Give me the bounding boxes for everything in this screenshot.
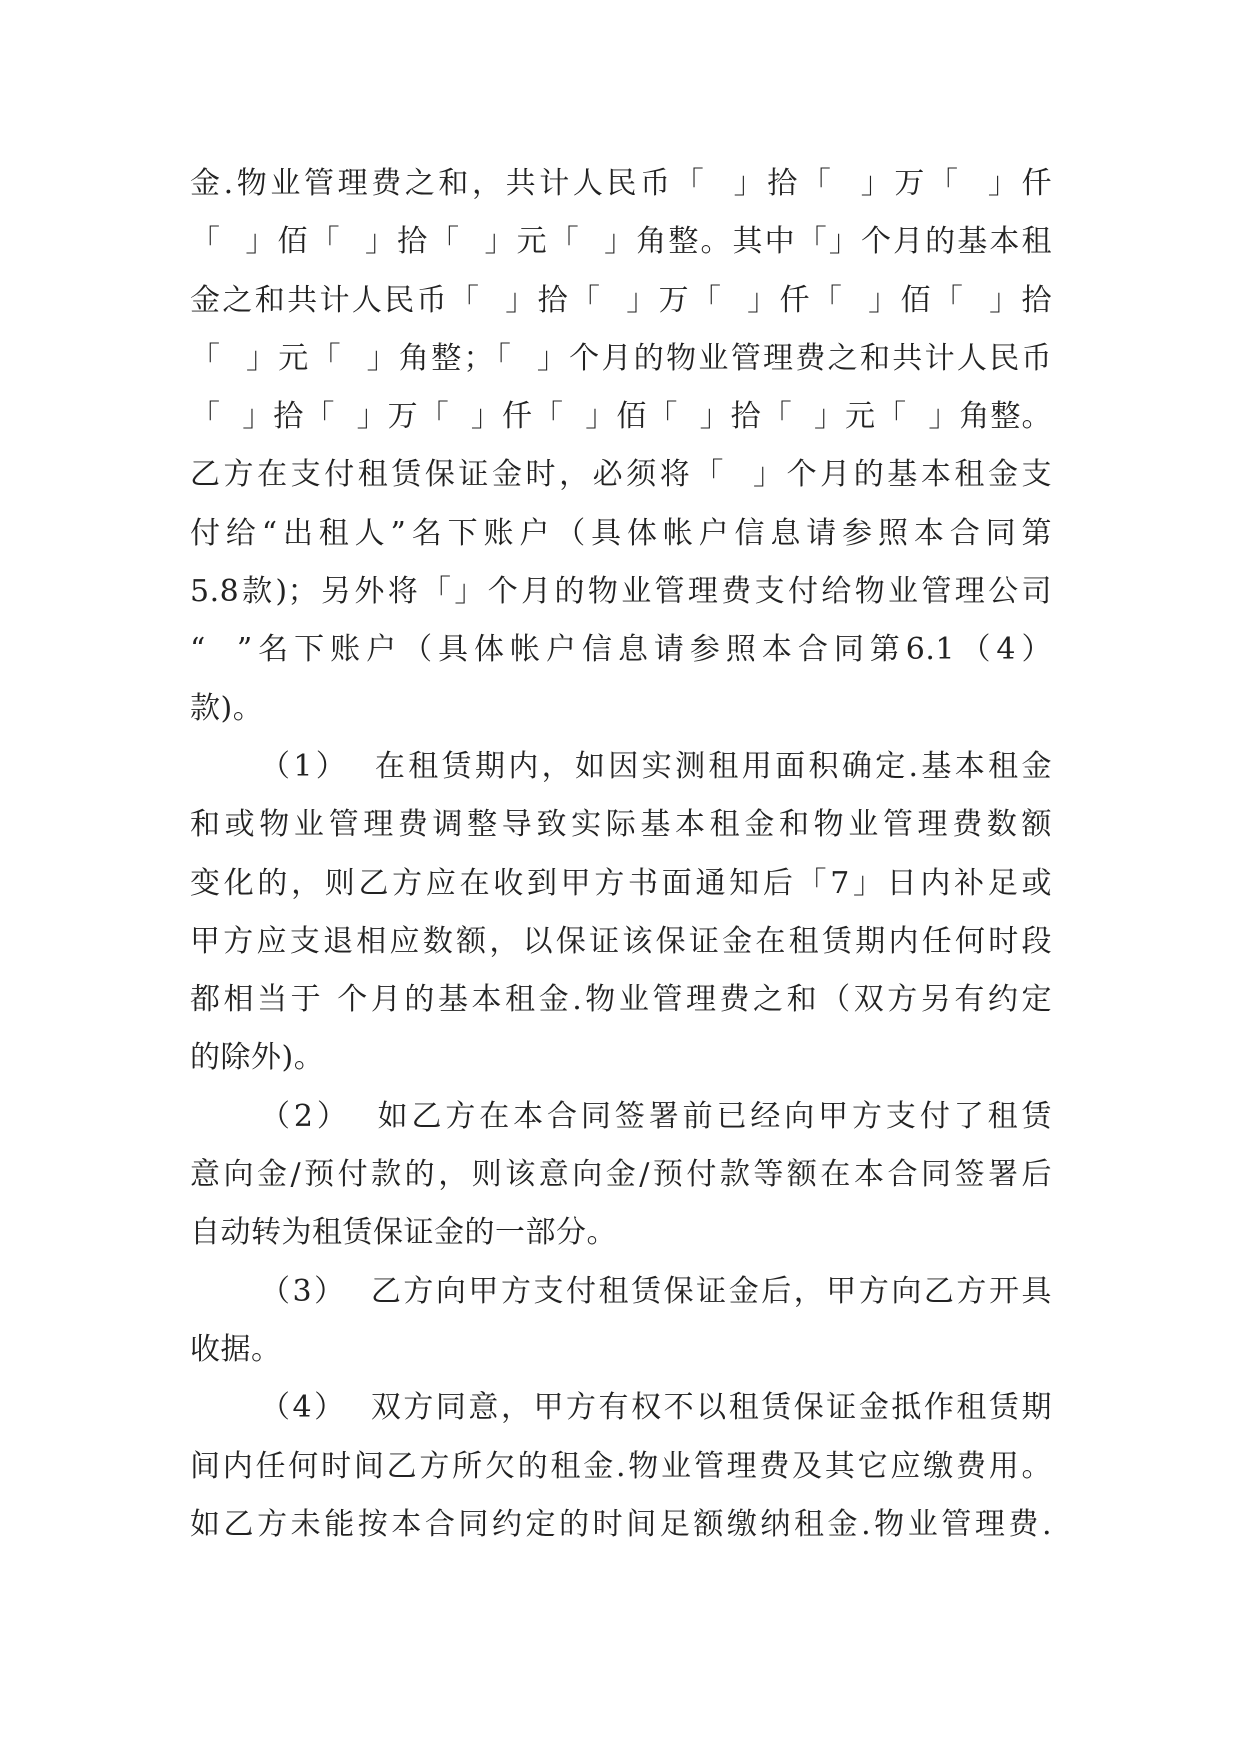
clause-heading-line: （4） 双方同意，甲方有权不以租赁保证金抵作租赁期 <box>260 1390 1052 1426</box>
text-line: 金之和共计人民币「 」拾「 」万「 」仟「 」佰「 」拾 <box>190 282 1052 318</box>
paragraph-clause-2 <box>190 1088 1052 1263</box>
text-line: 付给“出租人”名下账户（具体帐户信息请参照本合同第 <box>190 515 1052 551</box>
text-line: 「 」元「 」角整；「 」个月的物业管理费之和共计人民币 <box>190 340 1052 376</box>
clause-heading-line: （3） 乙方向甲方支付租赁保证金后，甲方向乙方开具 <box>260 1273 1052 1309</box>
text-line: 「 」佰「 」拾「 」元「 」角整。其中「」个月的基本租 <box>190 224 1052 260</box>
text-line: 自动转为租赁保证金的一部分。 <box>190 1215 617 1251</box>
text-line: 收据。 <box>190 1331 282 1367</box>
text-line: 意向金/预付款的，则该意向金/预付款等额在本合同签署后 <box>190 1157 1052 1193</box>
paragraph-deposit-amount <box>190 155 1052 738</box>
text-line: 5.8款)；另外将「」个月的物业管理费支付给物业管理公司 <box>190 574 1052 610</box>
paragraph-clause-4 <box>190 1379 1052 1554</box>
text-line: 和或物业管理费调整导致实际基本租金和物业管理费数额 <box>190 807 1052 843</box>
text-line: 变化的，则乙方应在收到甲方书面通知后「7」日内补足或 <box>190 865 1052 901</box>
text-line: 都相当于 个月的基本租金.物业管理费之和（双方另有约定 <box>190 982 1052 1018</box>
text-line: “ ”名下账户（具体帐户信息请参照本合同第6.1（4） <box>190 632 1052 668</box>
paragraph-clause-3 <box>190 1263 1052 1380</box>
paragraph-clause-1 <box>190 738 1052 1088</box>
text-line: 的除外)。 <box>190 1040 325 1076</box>
text-line: 「 」拾「 」万「 」仟「 」佰「 」拾「 」元「 」角整。 <box>190 399 1052 435</box>
document-body <box>190 155 1052 1554</box>
text-line: 款)。 <box>190 690 264 726</box>
text-line: 乙方在支付租赁保证金时，必须将「 」个月的基本租金支 <box>190 457 1052 493</box>
text-line: 如乙方未能按本合同约定的时间足额缴纳租金.物业管理费. <box>190 1506 1052 1542</box>
text-line: 甲方应支退相应数额，以保证该保证金在租赁期内任何时段 <box>190 923 1052 959</box>
clause-heading-line: （2） 如乙方在本合同签署前已经向甲方支付了租赁 <box>260 1098 1052 1134</box>
clause-heading-line: （1） 在租赁期内，如因实测租用面积确定.基本租金 <box>260 748 1052 784</box>
text-line: 金.物业管理费之和，共计人民币「 」拾「 」万「 」仟 <box>190 166 1052 201</box>
text-line: 间内任何时间乙方所欠的租金.物业管理费及其它应缴费用。 <box>190 1448 1052 1484</box>
